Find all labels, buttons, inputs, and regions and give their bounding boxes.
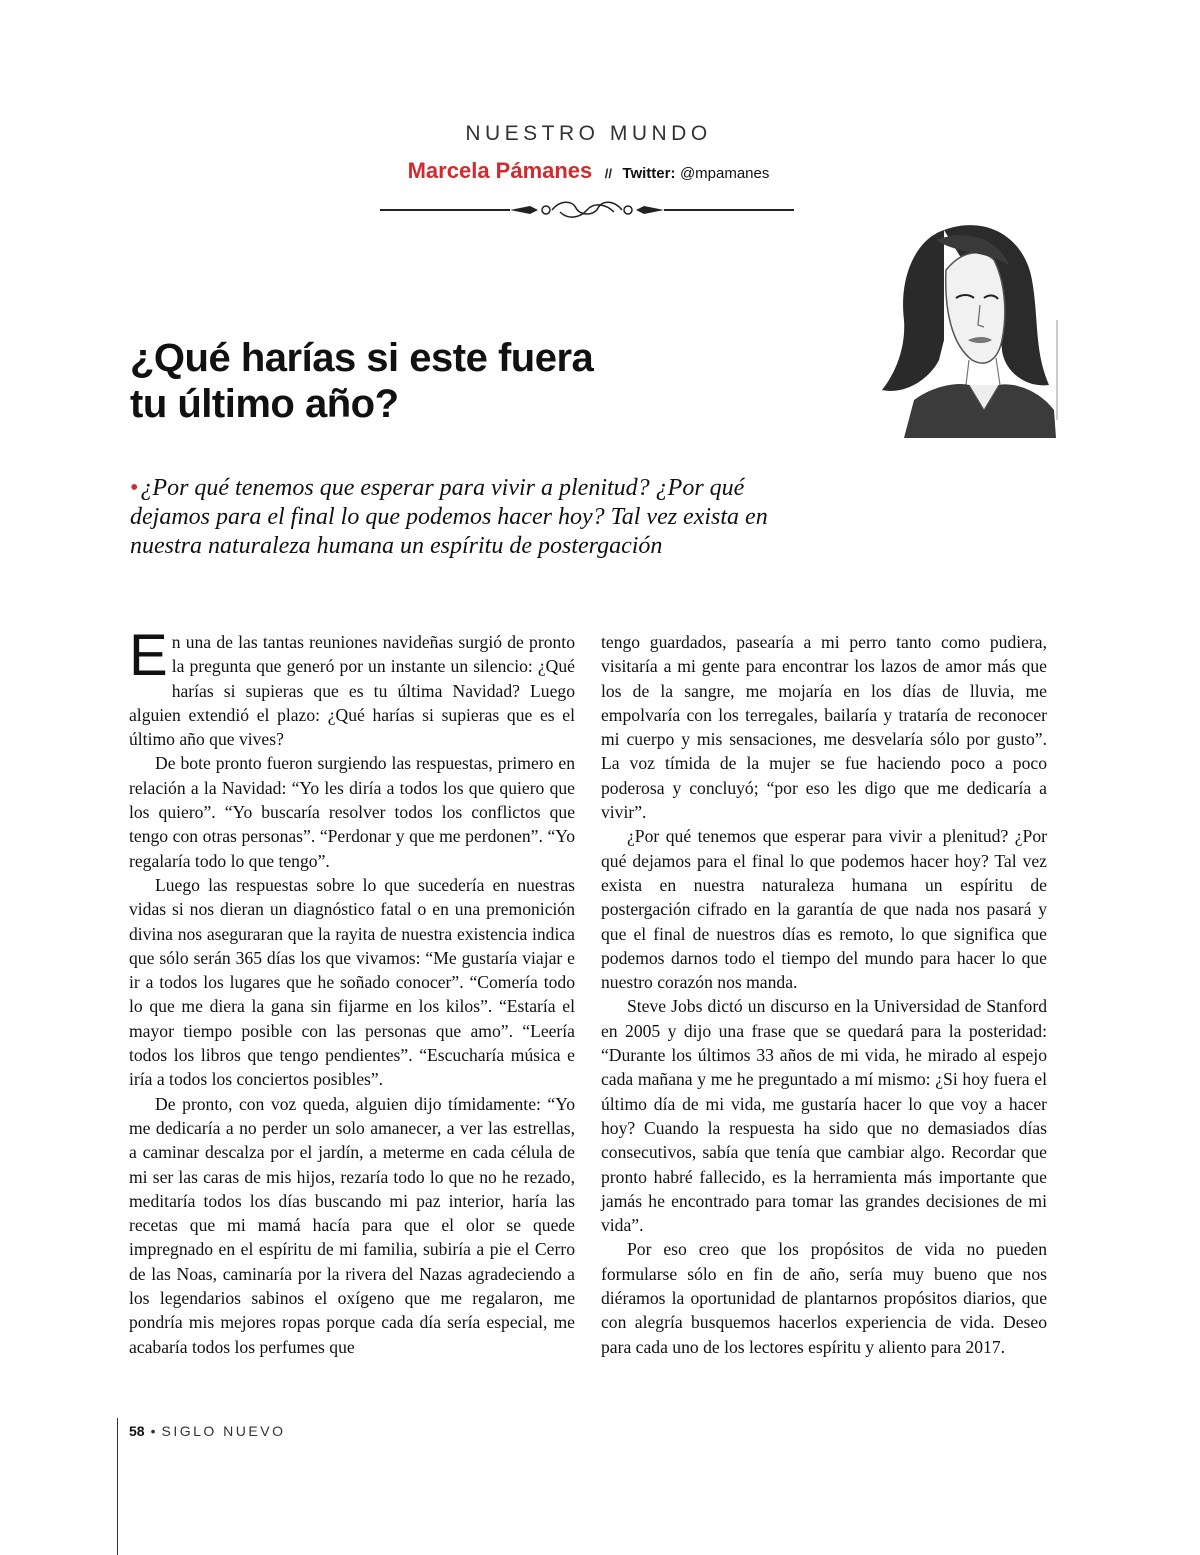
lead-text: ¿Por qué tenemos que esperar para vivir a plenitud? ¿Por qué dejamos para el final lo que podemos hacer hoy? Tal vez exista en nuestra naturaleza humana un espíritu de postergación <box>130 475 768 559</box>
ornament-divider <box>380 198 794 222</box>
paragraph: De bote pronto fueron surgiendo las respuestas, primero en relación a la Navidad: “Yo les diría a todos los que quiero que los quiero”. “Yo buscaría resolver todos los conflictos que tengo con otras personas”. “Perdonar y que me perdonen”. “Yo regalaría todo lo que tengo”. <box>129 753 575 871</box>
byline-separator: // <box>604 166 612 181</box>
article-title-line-1: ¿Qué harías si este fuera <box>130 336 594 380</box>
section-title: NUESTRO MUNDO <box>465 122 712 145</box>
article-lead <box>130 474 830 561</box>
article-title-line-2: tu último año? <box>130 382 399 426</box>
paragraph: Steve Jobs dictó un discurso en la Universidad de Stanford en 2005 y dijo una frase que se quedará para la posteridad: “Durante los últimos 33 años de mi vida, he mirado al espejo cada mañana y me he preguntado a mí mismo: ¿Si hoy fuera el último día de mi vida, me gustaría hacer lo que voy a hacer hoy? Cuando la respuesta ha sido que no demasiados días consecutivos, sabía que tenía que cambiar algo. Recordar que pronto habré fallecido, es la herramienta más importante que jamás he encontrado para tomar las grandes decisiones de mi vida”. <box>601 996 1047 1236</box>
paragraph: Luego las respuestas sobre lo que sucedería en nuestras vidas si nos dieran un diagnóstico fatal o en una premonición divina nos aseguraran que la rayita de nuestra existencia indica que sólo serán 365 días los que vivamos: “Me gustaría viajar e ir a todos los lugares que he soñado conocer”. “Comería todo lo que me diera la gana sin fijarme en los kilos”. “Estaría el mayor tiempo posible con las personas que amo”. “Leería todos los libros que tengo pendientes”. “Escucharía música e iría a todos los conciertos posibles”. <box>129 874 575 1090</box>
footer-rule <box>117 1418 118 1555</box>
twitter-label: Twitter: <box>622 165 676 182</box>
paragraph: De pronto, con voz queda, alguien dijo tímidamente: “Yo me dedicaría a no perder un solo amanecer, a ver las estrellas, a caminar descalza por el jardín, a meterme en cada célula de mi ser las caras de mis hijos, rezaría todo lo que no he rezado, meditaría todos los días buscando mi paz interior, haría las recetas que mi mamá hacía para que el olor se quede impregnado en el espíritu de mi familia, subiría a pie el Cerro de las Noas, caminaría por la rivera del Nazas agradeciendo a los legendarios sabinos el oxígeno que me regalaron, me pondría mis mejores ropas porque cada día sería especial, me acabaría todos los perfumes que <box>129 1093 575 1357</box>
article-title <box>130 335 830 427</box>
author-portrait-illustration <box>874 210 1064 438</box>
body-column-left <box>129 623 575 1359</box>
paragraph-text: n una de las tantas reuniones navideñas surgió de pronto la pregunta que generó por un instante un silencio: ¿Qué harías si supieras que es tu última Navidad? Luego alguien extendió el plazo: ¿Qué harías si supieras que es el último año que vives? <box>129 632 575 750</box>
twitter-handle: @mpamanes <box>679 165 770 182</box>
body-column-right <box>601 630 1047 1359</box>
paragraph: tengo guardados, pasearía a mi perro tanto como pudiera, visitaría a mi gente para encontrar los lazos de amor más que los de la sangre, me mojaría en los días de lluvia, me empolvaría con los terregales, bailaría y trataría de reconocer mi cuerpo y mis sensaciones, me desvelaría sólo por gusto”. La voz tímida de la mujer se fue haciendo poco a poco poderosa y concluyó; “por eso les digo que me dedicaría a vivir”. <box>601 632 1047 823</box>
bullet-icon: • <box>130 475 139 501</box>
footer-dot: • <box>150 1423 156 1439</box>
drop-cap: E <box>129 623 168 688</box>
paragraph: Por eso creo que los propósitos de vida no pueden formularse sólo en fin de año, sería muy bueno que nos diéramos la oportunidad de plantarnos propósitos diarios, que con alegría busquemos hacerlos experiencia de vida. Deseo para cada uno de los lectores espíritu y aliento para 2017. <box>601 1239 1047 1357</box>
author-name: Marcela Pámanes <box>407 158 593 183</box>
paragraph <box>129 623 575 751</box>
page-footer <box>129 1423 285 1439</box>
page-number: 58 <box>129 1423 145 1439</box>
publication-name: SIGLO NUEVO <box>161 1423 286 1439</box>
byline <box>0 158 1177 184</box>
paragraph: ¿Por qué tenemos que esperar para vivir a plenitud? ¿Por qué dejamos para el final lo que podemos hacer hoy? Tal vez exista en nuestra naturaleza humana un espíritu de postergación cifrado en la garantía de que nada nos pasará y que el final de nuestros días es remoto, lo que significa que podemos darnos todo el tiempo del mundo para hacer lo que nuestro corazón nos manda. <box>601 826 1047 993</box>
